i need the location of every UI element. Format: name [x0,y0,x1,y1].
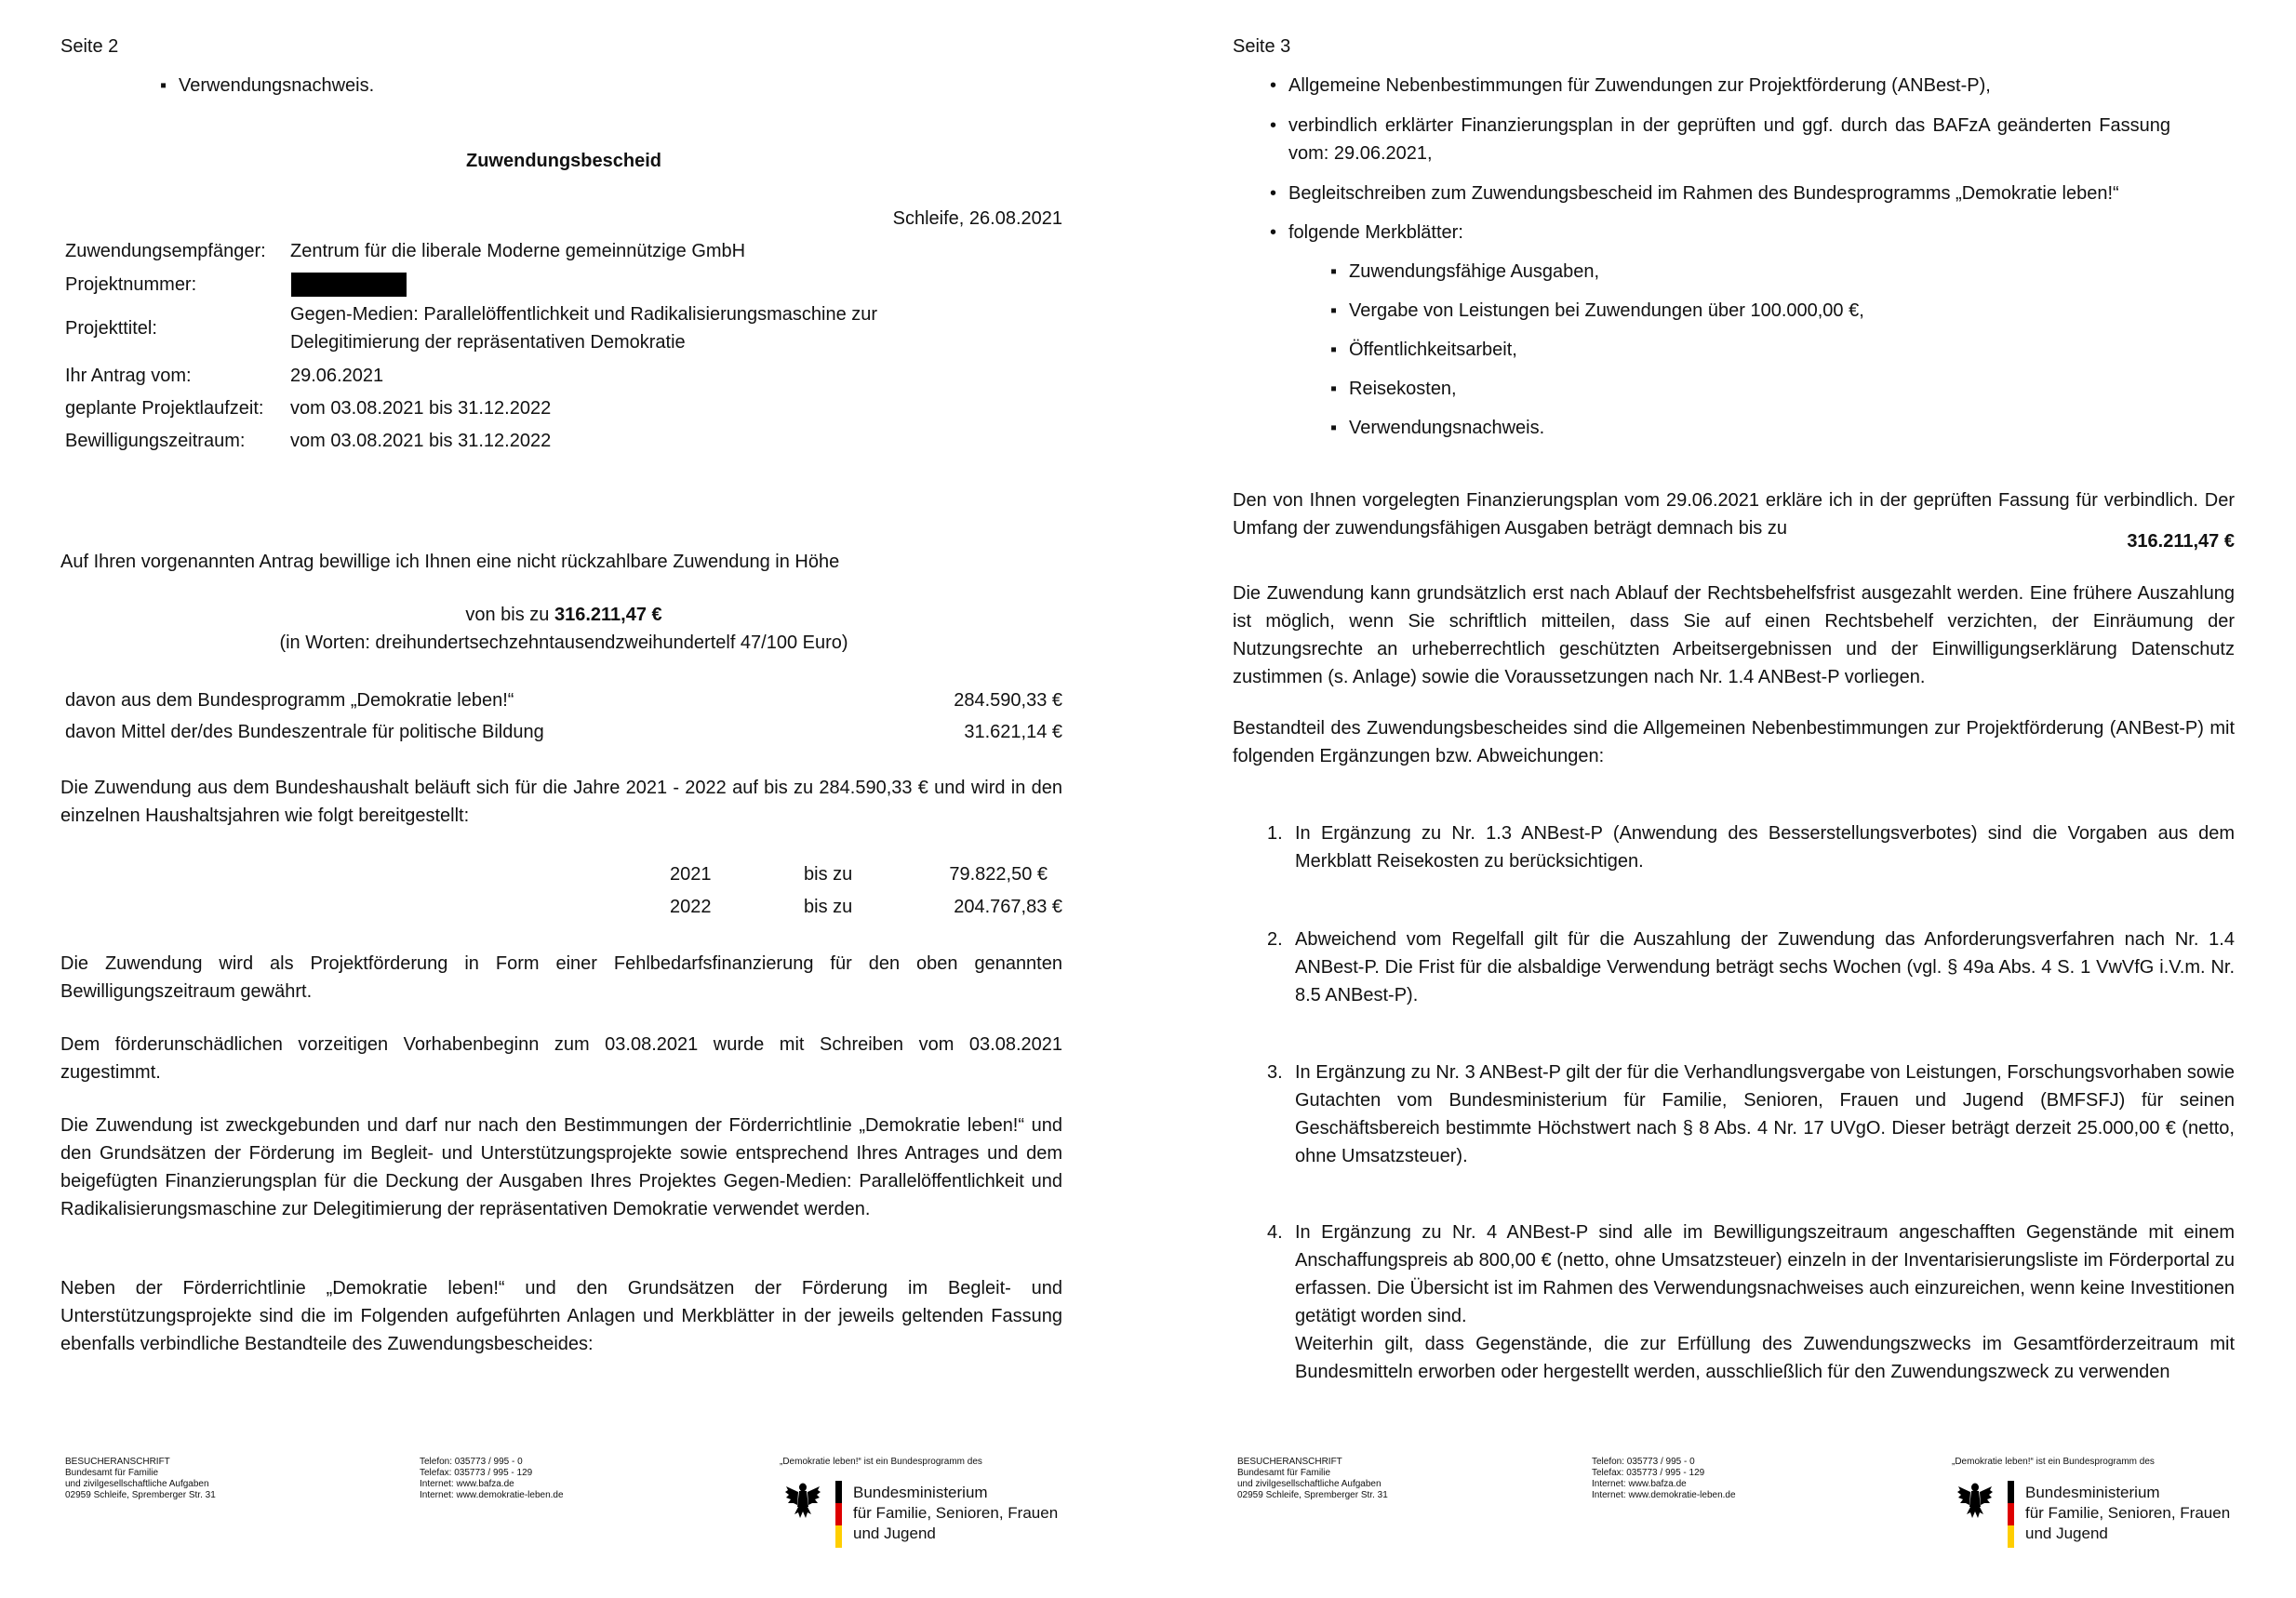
info-label: Projekttitel: [65,318,157,339]
info-value: 29.06.2021 [290,366,384,386]
federal-eagle-icon [1956,1481,1994,1522]
item-text: In Ergänzung zu Nr. 4 ANBest-P sind alle im Bewilligungszeitraum angeschafften Gegenstände mit einem Anschaffungspreis ab 800,00 € (netto, ohne Umsatzsteuer) einzeln in der Inventarisierungsliste im Förderportal zu erfassen. Die Übersicht ist im Rahmen des Verwendungsnachweises auch einzureichen, wenn keine Investitionen getätigt worden sind. [1295,1222,2235,1326]
bullet-text: Verwendungsnachweis. [179,75,375,96]
flag-black-stripe [2008,1481,2014,1503]
ministry-line: und Jugend [2025,1525,2108,1542]
flag-red-stripe [835,1503,842,1525]
split-label: davon aus dem Bundesprogramm „Demokratie leben!“ [65,690,514,711]
page-label: Seite 2 [60,36,119,57]
info-value: Zentrum für die liberale Moderne gemeinnützige GmbH [290,241,746,261]
bullet-icon: • [1270,115,1277,136]
amount-prefix: von bis zu [465,605,554,625]
bullet-icon: • [1270,183,1277,204]
info-label: geplante Projektlaufzeit: [65,398,264,419]
info-label: Ihr Antrag vom: [65,366,192,386]
year-label: 2021 [670,864,712,885]
flag-gold-stripe [2008,1525,2014,1548]
bullet-text: Verwendungsnachweis. [1349,418,1545,438]
item-text: Abweichend vom Regelfall gilt für die Auszahlung der Zuwendung das Anforderungsverfahren nach Nr. 1.4 ANBest-P. Die Frist für die alsbaldige Verwendung beträgt sechs Wochen (vgl. § 49a Abs. 4 S. 1 VwVfG i.V.m. Nr. 8.5 ANBest-P). [1295,929,2235,1005]
page-right [1148,0,2296,1598]
item-number: 2. [1267,929,1283,950]
footer-line: Internet: www.demokratie-leben.de [1592,1490,1736,1500]
item4-continued: Weiterhin gilt, dass Gegenstände, die zur Erfüllung des Zuwendungszwecks im Gesamtförderzeitraum mit Bundesmitteln erworben oder hergestellt werden, ausschließlich für den Zuwendungszweck zu verwenden [1295,1334,2235,1382]
grant-amount: 316.211,47 € [554,605,662,625]
ministry-line: für Familie, Senioren, Frauen [2025,1504,2231,1522]
split-value: 284.590,33 € [954,690,1062,711]
split-value: 31.621,14 € [964,722,1062,742]
annex-paragraph: Neben der Förderrichtlinie „Demokratie leben!“ und den Grundsätzen der Förderung im Begleit- und Unterstützungsprojekte sind die im Folgenden aufgeführten Anlagen und Merkblätter in der jeweils geltenden Fassung ebenfalls verbindliche Bestandteile des Zuwendungsbescheides: [60,1278,1062,1354]
bullet-icon: • [1270,75,1277,96]
split-label: davon Mittel der/des Bundeszentrale für politische Bildung [65,722,544,742]
item-text: In Ergänzung zu Nr. 3 ANBest-P gilt der für die Verhandlungsvergabe von Leistungen, Forschungsvorhaben sowie Gutachten vom Bundesministerium für Familie, Senioren, Frauen und Jugend (BMFSFJ) für seinen Geschäftsbereich bestimmte Höchstwert nach § 8 Abs. 4 Nr. 17 UVgO. Dieser beträgt derzeit 25.000,00 € (netto, ohne Umsatzsteuer). [1295,1062,2235,1166]
budget-paragraph: Die Zuwendung aus dem Bundeshaushalt beläuft sich für die Jahre 2021 - 2022 auf bis zu 284.590,33 € und wird in den einzelnen Haushaltsjahren wie folgt bereitgestellt: [60,778,1062,826]
program-note: „Demokratie leben!“ ist ein Bundesprogramm des [780,1457,982,1467]
flag-red-stripe [2008,1503,2014,1525]
footer-line: Internet: www.demokratie-leben.de [420,1490,564,1500]
footer-line: Internet: www.bafza.de [1592,1479,1687,1489]
footer-line: 02959 Schleife, Spremberger Str. 31 [65,1490,216,1500]
redaction-bar [291,273,407,297]
ministry-line: Bundesministerium [853,1484,988,1501]
page-label: Seite 3 [1233,36,1291,57]
ministry-name [853,1483,1058,1544]
grant-intro: Auf Ihren vorgenannten Antrag bewillige ich Ihnen eine nicht rückzahlbare Zuwendung in Höhe [60,552,840,572]
grant-amount-line [0,601,1128,629]
bullet-text: Öffentlichkeitsarbeit, [1349,340,1517,360]
bullet-text: folgende Merkblätter: [1288,222,1463,243]
year-value: 79.822,50 € [949,864,1048,885]
document-title: Zuwendungsbescheid [465,151,662,171]
payout-paragraph: Die Zuwendung kann grundsätzlich erst nach Ablauf der Rechtsbehelfsfrist ausgezahlt werden. Eine frühere Auszahlung ist möglich, wenn Sie schriftlich mitteilen, dass Sie auf einen Rechtsbehelf verzichten, der Einräumung der Nutzungsrechte an urheberrechtlich geschützten Arbeitsergebnissen und der Einwilligungserklärung Datenschutz zustimmen (s. Anlage) sowie die Voraussetzungen nach Nr. 1.4 ANBest-P vorliegen. [1233,583,2235,687]
bullet-text: Zuwendungsfähige Ausgaben, [1349,261,1600,282]
item-text: In Ergänzung zu Nr. 1.3 ANBest-P (Anwendung des Besserstellungsverbotes) sind die Vorgaben aus dem Merkblatt Reisekosten zu berücksichtigen. [1295,823,2235,872]
bullet-icon: ▪ [160,75,167,96]
bullet-icon: ▪ [1330,340,1338,360]
footer-line: Bundesamt für Familie [65,1468,159,1478]
footer-line: Telefax: 035773 / 995 - 129 [420,1468,533,1478]
ministry-line: für Familie, Senioren, Frauen [853,1504,1059,1522]
item-number: 4. [1267,1222,1283,1243]
footer-line: Internet: www.bafza.de [420,1479,514,1489]
item-number: 3. [1267,1062,1283,1083]
info-value: vom 03.08.2021 bis 31.12.2022 [290,431,552,451]
flag-black-stripe [835,1481,842,1503]
bullet-text: verbindlich erklärter Finanzierungsplan in der geprüften und ggf. durch das BAFzA geänderten Fassung vom: 29.06.2021, [1288,115,2170,164]
federal-eagle-icon [784,1481,821,1522]
year-upto: bis zu [804,897,853,917]
program-note: „Demokratie leben!“ ist ein Bundesprogramm des [1952,1457,2155,1467]
footer-address [1237,1457,1388,1501]
info-value: Gegen-Medien: Parallelöffentlichkeit und Radikalisierungsmaschine zur Delegitimierung der repräsentativen Demokratie [290,304,878,353]
bullet-icon: ▪ [1330,261,1338,282]
bullet-text: Reisekosten, [1349,379,1457,399]
bullet-icon: ▪ [1330,300,1338,321]
ministry-line: und Jugend [853,1525,936,1542]
footer-line: BESUCHERANSCHRIFT [65,1457,170,1467]
amount-in-words: (in Worten: dreihundertsechzehntausendzweihundertelf 47/100 Euro) [279,633,848,653]
footer-line: Telefax: 035773 / 995 - 129 [1592,1468,1705,1478]
info-label: Projektnummer: [65,274,197,295]
components-paragraph: Bestandteil des Zuwendungsbescheides sind die Allgemeinen Nebenbestimmungen zur Projektförderung (ANBest-P) mit folgenden Ergänzungen bzw. Abweichungen: [1233,718,2235,766]
bullet-text: Vergabe von Leistungen bei Zuwendungen über 100.000,00 €, [1349,300,1864,321]
footer-contact [1592,1457,1736,1501]
purpose-paragraph: Die Zuwendung ist zweckgebunden und darf nur nach den Bestimmungen der Förderrichtlinie „Demokratie leben!“ und den Grundsätzen der Förderung im Begleit- und Unterstützungsprojekte sowie entsprechend Ihres Antrages und dem beigefügten Finanzierungsplan für die Deckung der Ausgaben Ihres Projektes Gegen-Medien: Parallelöffentlichkeit und Radikalisierungsmaschine zur Delegitimierung der repräsentativen Demokratie verwendet werden. [60,1115,1062,1219]
place-date: Schleife, 26.08.2021 [892,208,1062,229]
footer-line: Telefon: 035773 / 995 - 0 [420,1457,523,1467]
flag-gold-stripe [835,1525,842,1548]
footer-line: 02959 Schleife, Spremberger Str. 31 [1237,1490,1388,1500]
footer-line: Bundesamt für Familie [1237,1468,1331,1478]
start-paragraph: Dem förderunschädlichen vorzeitigen Vorhabenbeginn zum 03.08.2021 wurde mit Schreiben vom 03.08.2021 zugestimmt. [60,1034,1062,1083]
info-label: Bewilligungszeitraum: [65,431,246,451]
footer-contact [420,1457,564,1501]
project-paragraph: Die Zuwendung wird als Projektförderung in Form einer Fehlbedarfsfinanzierung für den oben genannten Bewilligungszeitraum gewährt. [60,953,1062,1002]
bullet-icon: • [1270,222,1277,243]
footer-line: BESUCHERANSCHRIFT [1237,1457,1342,1467]
plan-paragraph: Den von Ihnen vorgelegten Finanzierungsplan vom 29.06.2021 erkläre ich in der geprüften Fassung für verbindlich. Der Umfang der zuwendungsfähigen Ausgaben beträgt demnach bis zu [1233,490,2235,539]
plan-amount: 316.211,47 € [2127,531,2235,552]
ministry-name [2025,1483,2230,1544]
info-label: Zuwendungsempfänger: [65,241,266,261]
ministry-line: Bundesministerium [2025,1484,2160,1501]
year-label: 2022 [670,897,712,917]
bullet-text: Allgemeine Nebenbestimmungen für Zuwendungen zur Projektförderung (ANBest-P), [1288,75,1991,96]
footer-line: und zivilgesellschaftliche Aufgaben [1237,1479,1382,1489]
year-value: 204.767,83 € [954,897,1062,917]
bullet-icon: ▪ [1330,379,1338,399]
year-upto: bis zu [804,864,853,885]
bullet-icon: ▪ [1330,418,1338,438]
footer-line: Telefon: 035773 / 995 - 0 [1592,1457,1695,1467]
bullet-text: Begleitschreiben zum Zuwendungsbescheid im Rahmen des Bundesprogramms „Demokratie leben!“ [1288,183,2119,204]
footer-address [65,1457,216,1501]
info-value: vom 03.08.2021 bis 31.12.2022 [290,398,552,419]
item-number: 1. [1267,823,1283,844]
footer-line: und zivilgesellschaftliche Aufgaben [65,1479,209,1489]
